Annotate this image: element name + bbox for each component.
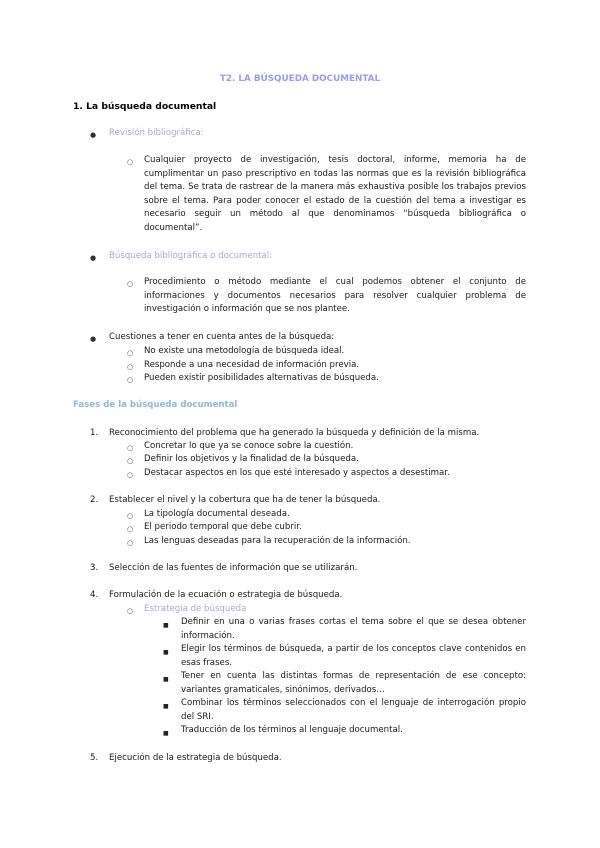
circle-marker: ○ — [127, 471, 134, 479]
bullet-marker: ● — [90, 335, 97, 343]
estrategia-item: Definir en una o varias frases cortas el tema sobre el que se desea obtener información. — [181, 617, 526, 641]
square-marker: ■ — [163, 676, 169, 683]
page-title: T2. LA BÚSQUEDA DOCUMENTAL — [219, 74, 381, 84]
square-marker: ■ — [163, 703, 169, 710]
list-number: 1. — [90, 428, 99, 438]
circle-marker: ○ — [127, 376, 134, 384]
circle-marker: ○ — [127, 525, 134, 533]
circle-marker: ○ — [127, 363, 134, 371]
estrategia-item: Combinar los términos seleccionados con el lenguaje de interrogación propio del SRI. — [181, 698, 526, 722]
circle-marker: ○ — [127, 349, 134, 357]
revision-label: Revisión bibliográfica: — [109, 128, 204, 138]
circle-marker: ○ — [127, 607, 134, 615]
estrategia-item: Traducción de los términos al lenguaje documental. — [181, 725, 403, 735]
list-number: 2. — [90, 495, 99, 505]
fase-3: Selección de las fuentes de información que se utilizarán. — [109, 563, 358, 573]
list-item: El periodo temporal que debe cubrir. — [144, 522, 302, 532]
circle-marker: ○ — [127, 444, 134, 452]
square-marker: ■ — [163, 649, 169, 656]
list-item: Destacar aspectos en los que esté interesado y aspectos a desestimar. — [144, 468, 450, 478]
section-heading: 1. La búsqueda documental — [73, 101, 217, 112]
list-number: 5. — [90, 753, 99, 763]
square-marker: ■ — [163, 730, 169, 737]
list-item: No existe una metodología de búsqueda ideal. — [144, 346, 345, 356]
busqueda-paragraph: Procedimiento o método mediante el cual podemos obtener el conjunto de informaciones y documentos necesarios para resolver cualquier problema de investigación o información que se nos plantee. — [144, 277, 526, 315]
bullet-marker: ● — [90, 131, 97, 139]
list-item: Definir los objetivos y la finalidad de la búsqueda. — [144, 454, 359, 464]
estrategia-item: Elegir los términos de búsqueda, a partir de los conceptos clave contenidos en esas frases. — [181, 644, 526, 668]
list-item: Concretar lo que ya se conoce sobre la cuestión. — [144, 441, 354, 451]
revision-paragraph: Cualquier proyecto de investigación, tesis doctoral, informe, memoria ha de cumplimentar un paso prescriptivo en todas las normas que es la revisión bibliográfica del tema. Se trata de rastrear de la manera más exhaustiva posible los trabajos previos sobre el tema. Para poder conocer el estado de la cuestión del tema a investigar es necesario seguir un método al que denominamos “búsqueda bibliográfica o documental”. — [144, 155, 526, 233]
fase-5: Ejecución de la estrategia de búsqueda. — [109, 753, 282, 763]
estrategia-label: Estrategia de búsqueda — [144, 604, 247, 614]
list-item: Pueden existir posibilidades alternativas de búsqueda. — [144, 373, 379, 383]
list-item: La tipología documental deseada. — [144, 509, 290, 519]
square-marker: ■ — [163, 622, 169, 629]
list-number: 4. — [90, 590, 99, 600]
fase-2: Establecer el nivel y la cobertura que ha de tener la búsqueda. — [109, 495, 381, 505]
bullet-marker: ● — [90, 254, 97, 262]
circle-marker: ○ — [127, 512, 134, 520]
list-item: Las lenguas deseadas para la recuperación de la información. — [144, 536, 411, 546]
circle-marker: ○ — [127, 280, 134, 288]
list-item: Responde a una necesidad de información previa. — [144, 360, 360, 370]
fase-1: Reconocimiento del problema que ha generado la búsqueda y definición de la misma. — [109, 428, 480, 438]
circle-marker: ○ — [127, 158, 134, 166]
list-number: 3. — [90, 563, 99, 573]
busqueda-label: Búsqueda bibliográfica o documental: — [109, 251, 273, 261]
circle-marker: ○ — [127, 457, 134, 465]
cuestiones-label: Cuestiones a tener en cuenta antes de la búsqueda: — [109, 332, 335, 342]
fases-heading: Fases de la búsqueda documental — [73, 400, 238, 410]
circle-marker: ○ — [127, 539, 134, 547]
estrategia-item: Tener en cuenta las distintas formas de representación de ese concepto: variantes gramaticales, sinónimos, derivados… — [181, 671, 526, 695]
fase-4: Formulación de la ecuación o estrategia de búsqueda. — [109, 590, 343, 600]
